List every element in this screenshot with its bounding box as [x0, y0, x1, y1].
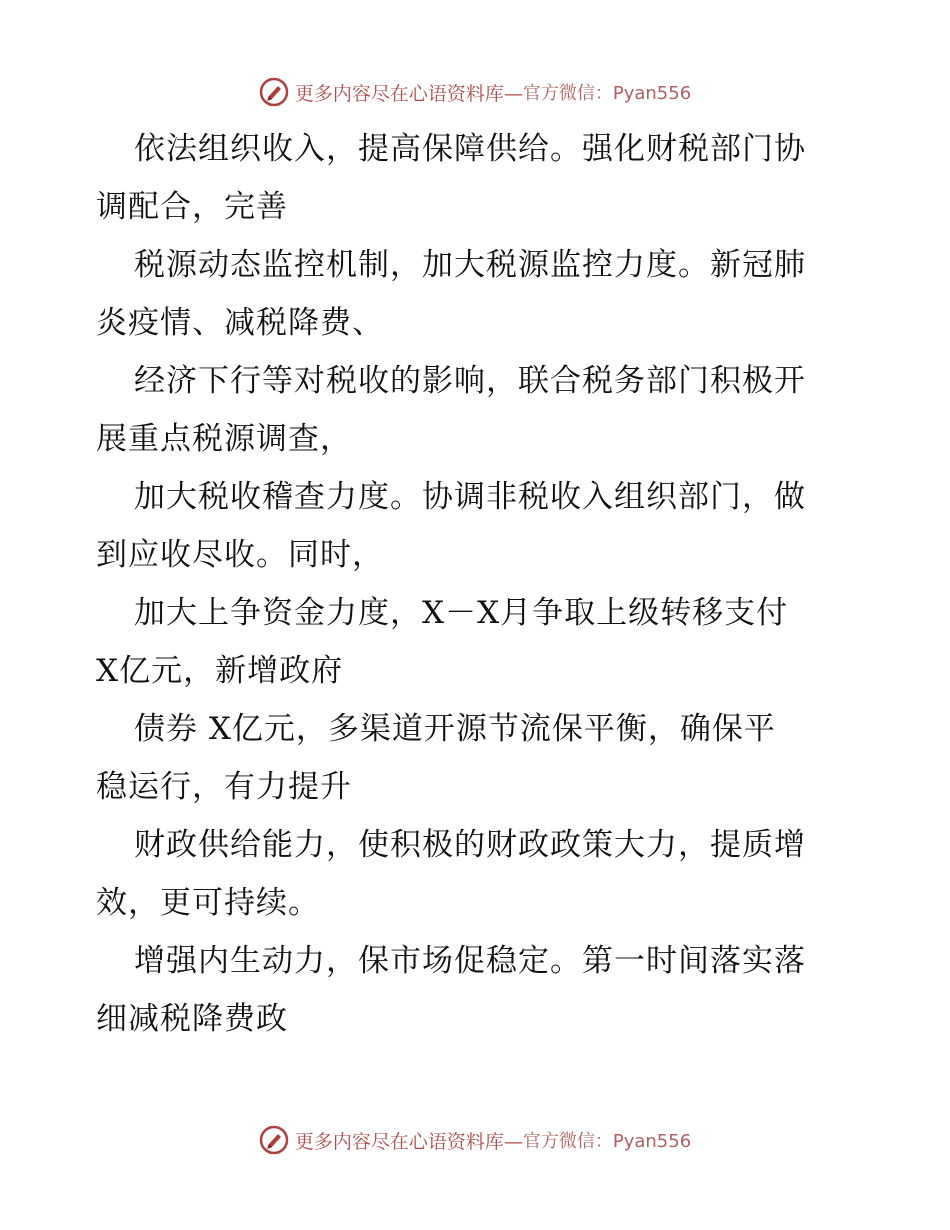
paragraph-line: 加大税收稽查力度。协调非税收入组织部门，做	[134, 479, 806, 515]
watermark-prefix: 更多内容尽在心语资料库—	[294, 1130, 523, 1153]
paragraph-line: 调配合，完善	[96, 189, 288, 225]
paragraph	[96, 468, 856, 584]
paragraph	[96, 120, 856, 236]
paragraph-line: 增强内生动力，保市场促稳定。第一时间落实落	[134, 943, 806, 979]
watermark-prefix: 更多内容尽在心语资料库—	[294, 82, 523, 105]
paragraph-line: 加大上争资金力度，X－X月争取上级转移支付	[134, 595, 789, 631]
paragraph-line: 经济下行等对税收的影响，联合税务部门积极开	[134, 363, 806, 399]
pen-logo-icon	[259, 1125, 289, 1155]
paragraph-line: 税源动态监控机制，加大税源监控力度。新冠肺	[134, 247, 806, 283]
document-body	[96, 120, 856, 1048]
paragraph-line: 细减税降费政	[96, 1001, 288, 1037]
header-watermark	[0, 72, 950, 112]
paragraph-line: 债券 X亿元，多渠道开源节流保平衡，确保平	[134, 711, 776, 747]
paragraph	[96, 700, 856, 816]
paragraph-line: X亿元，新增政府	[96, 653, 344, 689]
paragraph-line: 效，更可持续。	[96, 885, 320, 921]
paragraph	[96, 236, 856, 352]
watermark-contact: 官方微信：Pyan556	[522, 1131, 692, 1152]
paragraph-line: 财政供给能力，使积极的财政政策大力，提质增	[134, 827, 806, 863]
paragraph-line: 依法组织收入，提高保障供给。强化财税部门协	[134, 131, 806, 167]
paragraph	[96, 584, 856, 700]
paragraph	[96, 932, 856, 1048]
paragraph	[96, 352, 856, 468]
pen-logo-icon	[259, 77, 289, 107]
paragraph-line: 稳运行，有力提升	[96, 769, 352, 805]
paragraph	[96, 816, 856, 932]
paragraph-line: 到应收尽收。同时，	[96, 537, 384, 573]
paragraph-line: 展重点税源调查，	[96, 421, 352, 457]
paragraph-line: 炎疫情、减税降费、	[96, 305, 384, 341]
watermark-contact: 官方微信：Pyan556	[522, 83, 692, 104]
footer-watermark	[0, 1120, 950, 1160]
